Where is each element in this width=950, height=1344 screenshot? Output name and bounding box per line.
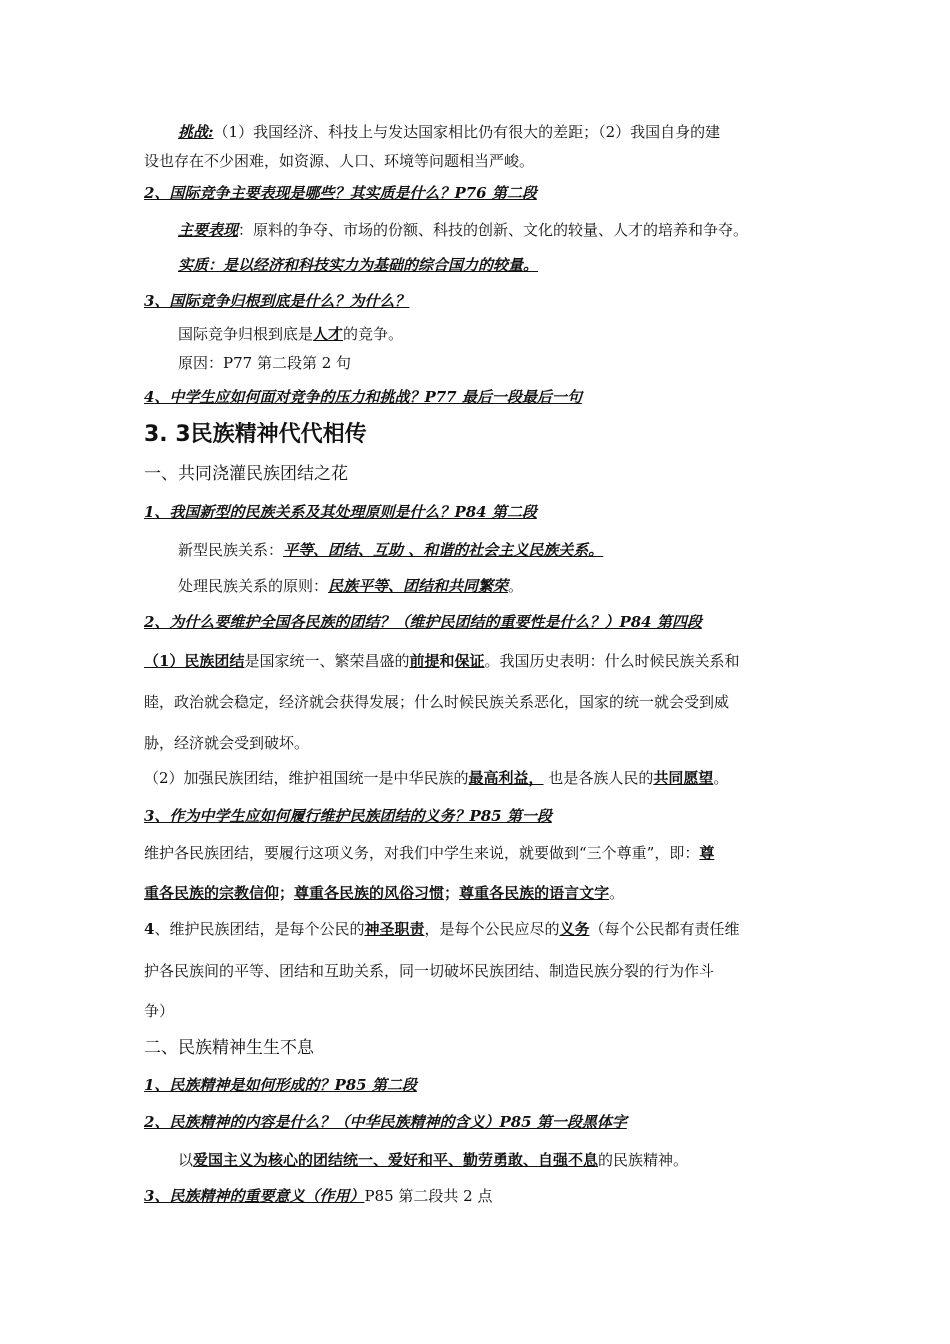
challenge-line-cont: 设也存在不少困难，如资源、人口、环境等问题相当严峻。 bbox=[144, 152, 535, 170]
main-performance: 主要表现：原料的争夺、市场的份额、科技的创新、文化的较量、人才的培养和争夺。 bbox=[178, 221, 749, 239]
three-respects-line: 维护各民族团结，要履行这项义务，对我们中学生来说，就要做到“三个尊重”，即：尊 bbox=[144, 844, 715, 862]
point-1-cont-2: 胁，经济就会受到破坏。 bbox=[144, 734, 310, 752]
point-1-cont-1: 睦，政治就会稳定，经济就会获得发展；什么时候民族关系恶化，国家的统一就会受到威 bbox=[144, 693, 730, 711]
question-4: 4、中学生应如何面对竞争的压力和挑战？P77 最后一段最后一句 bbox=[144, 388, 582, 406]
reason: 原因：P77 第二段第 2 句 bbox=[178, 354, 352, 372]
question-5: 1、我国新型的民族关系及其处理原则是什么？P84 第二段 bbox=[144, 503, 537, 521]
question-3: 3、国际竞争归根到底是什么？为什么？ bbox=[144, 292, 410, 310]
question-9: 2、民族精神的内容是什么？（中华民族精神的含义）P85 第一段黑体字 bbox=[144, 1113, 627, 1131]
question-2: 2、国际竞争主要表现是哪些？其实质是什么？P76 第二段 bbox=[144, 184, 537, 202]
question-8: 1、民族精神是如何形成的？P85 第二段 bbox=[144, 1076, 417, 1094]
point-4-cont-1: 护各民族间的平等、团结和互助关系，同一切破坏民族团结、制造民族分裂的行为作斗 bbox=[144, 962, 715, 980]
question-7: 3、作为中学生应如何履行维护民族团结的义务？P85 第一段 bbox=[144, 807, 552, 825]
point-1-line: （1）民族团结是国家统一、繁荣昌盛的前提和保证。我国历史表明：什么时候民族关系和 bbox=[144, 652, 740, 670]
essence: 实质：是以经济和科技实力为基础的综合国力的较量。 bbox=[178, 256, 539, 274]
competition-talent: 国际竞争归根到底是人才的竞争。 bbox=[178, 325, 404, 343]
question-10: 3、民族精神的重要意义（作用）P85 第二段共 2 点 bbox=[144, 1187, 493, 1205]
three-respects-cont: 重各民族的宗教信仰；尊重各民族的风俗习惯；尊重各民族的语言文字。 bbox=[144, 884, 625, 902]
new-ethnic-relations: 新型民族关系：平等、团结、互助 、和谐的社会主义民族关系。 bbox=[178, 541, 604, 559]
point-4-line: 4、维护民族团结，是每个公民的神圣职责，是每个公民应尽的义务（每个公民都有责任维 bbox=[144, 920, 740, 938]
challenge-line: 挑战:（1）我国经济、科技上与发达国家相比仍有很大的差距；（2）我国自身的建 bbox=[178, 123, 721, 141]
national-spirit-content: 以爱国主义为核心的团结统一、爱好和平、勤劳勇敢、自强不息的民族精神。 bbox=[178, 1151, 689, 1169]
subsection-heading-2: 二、民族精神生生不息 bbox=[144, 1038, 314, 1058]
question-6: 2、为什么要维护全国各民族的团结？（维护民团结的重要性是什么？）P84 第四段 bbox=[144, 613, 702, 631]
point-4-cont-2: 争） bbox=[144, 1002, 175, 1020]
section-heading: 3. 3民族精神代代相传 bbox=[144, 422, 367, 447]
ethnic-principle: 处理民族关系的原则：民族平等、团结和共同繁荣。 bbox=[178, 577, 524, 595]
subsection-heading-1: 一、共同浇灌民族团结之花 bbox=[144, 464, 348, 484]
point-2-line: （2）加强民族团结，维护祖国统一是中华民族的最高利益， 也是各族人民的共同愿望。 bbox=[144, 769, 729, 787]
